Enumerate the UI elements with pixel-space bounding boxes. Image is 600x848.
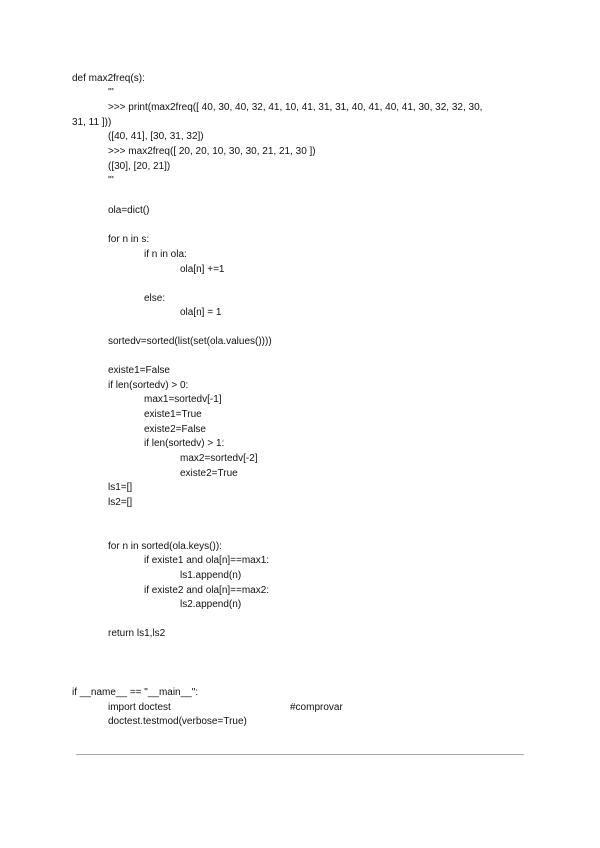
code-line-doctest-2: >>> max2freq([ 20, 20, 10, 30, 30, 21, 21, 30 ]) xyxy=(108,146,316,157)
code-line-main-guard: if __name__ == "__main__": xyxy=(72,687,199,698)
code-line-dict-init: ola=dict() xyxy=(108,205,150,216)
code-line-existe1-true: existe1=True xyxy=(144,409,202,420)
code-line-ls2-append: ls2.append(n) xyxy=(180,599,242,610)
code-line-ls1: ls1=[] xyxy=(108,482,133,493)
code-line-docstring-close: ''' xyxy=(108,175,114,186)
code-line-increment: ola[n] +=1 xyxy=(180,264,225,275)
code-line-existe2-true: existe2=True xyxy=(180,468,238,479)
code-line-def: def max2freq(s): xyxy=(72,73,145,84)
code-line-doctest-1-cont: 31, 11 ])) xyxy=(72,117,112,128)
code-line-for-loop: for n in s: xyxy=(108,234,150,245)
code-line-doctest-2-result: ([30], [20, 21]) xyxy=(108,161,171,172)
code-line-if-len-0: if len(sortedv) > 0: xyxy=(108,380,189,391)
code-line-else: else: xyxy=(144,293,166,304)
code-line-if-existe1: if existe1 and ola[n]==max1: xyxy=(144,555,270,566)
code-line-import: import doctest xyxy=(108,702,171,713)
code-line-return: return ls1,ls2 xyxy=(108,628,166,639)
code-line-existe2-false: existe2=False xyxy=(144,424,206,435)
code-line-max1: max1=sortedv[-1] xyxy=(144,394,222,405)
code-line-assign-one: ola[n] = 1 xyxy=(180,307,222,318)
code-line-doctest-1-result: ([40, 41], [30, 31, 32]) xyxy=(108,131,204,142)
code-line-for-sorted: for n in sorted(ola.keys()): xyxy=(108,541,222,552)
code-line-if-existe2: if existe2 and ola[n]==max2: xyxy=(144,585,270,596)
code-line-sortedv: sortedv=sorted(list(set(ola.values()))) xyxy=(108,336,272,347)
code-line-ls2: ls2=[] xyxy=(108,497,133,508)
code-line-existe1-false: existe1=False xyxy=(108,365,170,376)
code-line-doctest-1: >>> print(max2freq([ 40, 30, 40, 32, 41, 10, 41, 31, 31, 40, 41, 40, 41, 30, 32, 32, 30, xyxy=(108,102,483,113)
code-line-testmod: doctest.testmod(verbose=True) xyxy=(108,716,247,727)
code-line-max2: max2=sortedv[-2] xyxy=(180,453,258,464)
code-line-if-in: if n in ola: xyxy=(144,249,187,260)
code-line-if-len-1: if len(sortedv) > 1: xyxy=(144,438,225,449)
code-line-ls1-append: ls1.append(n) xyxy=(180,570,242,581)
code-comment: #comprovar xyxy=(290,702,343,713)
horizontal-divider xyxy=(76,754,524,755)
code-line-docstring-open: ''' xyxy=(108,87,114,98)
